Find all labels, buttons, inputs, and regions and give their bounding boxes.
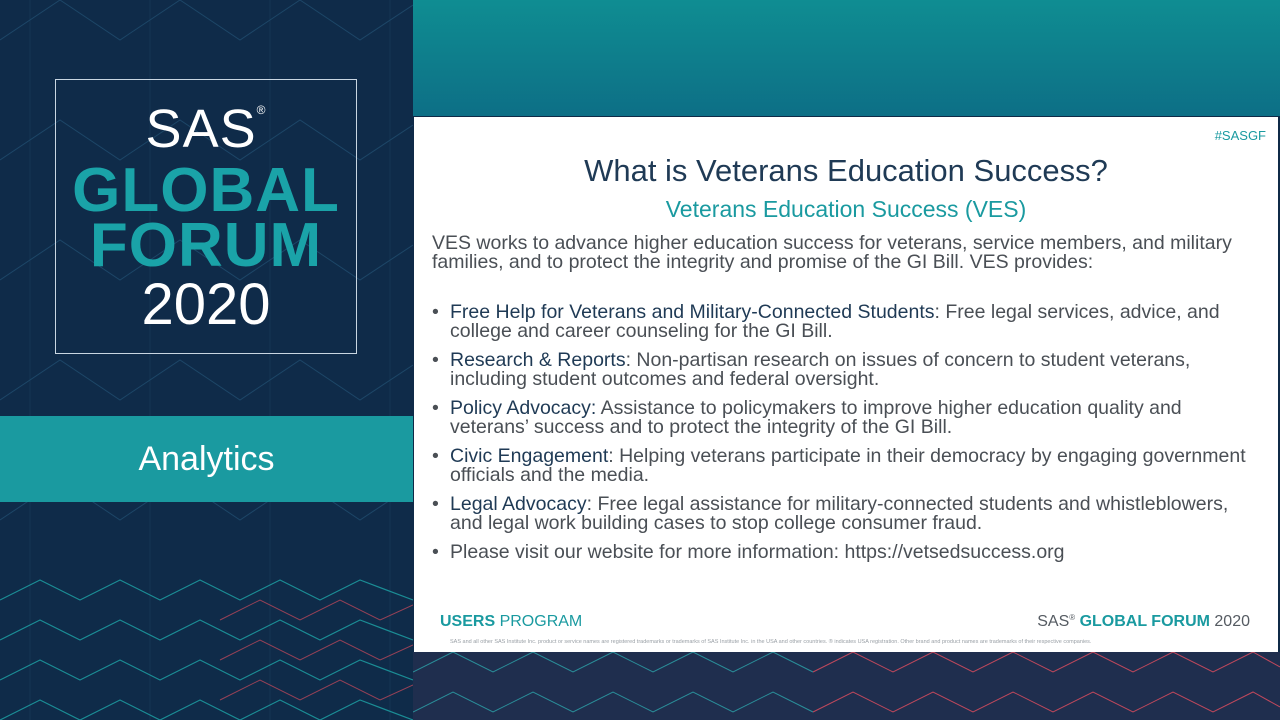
legal-disclaimer: SAS and all other SAS Institute Inc. product or service names are registered trademarks or trademarks of SAS Institute Inc. in the USA and other countries. ® indicates USA registration. Other brand and product names are trademarks of their respective companies.	[450, 639, 1092, 645]
bullet-icon: •	[432, 541, 439, 563]
bullet-term: Free Help for Veterans and Military-Connected Students	[450, 301, 935, 323]
bullet-text: Please visit our website for more information: https://vetsedsuccess.org	[450, 541, 1065, 563]
bullet-icon: •	[432, 493, 439, 515]
users-program-label: USERS PROGRAM	[440, 613, 583, 630]
slide-title: What is Veterans Education Success?	[584, 153, 1108, 188]
logo-global-text: GLOBAL	[72, 156, 340, 225]
bottom-pattern	[413, 652, 1280, 720]
list-item	[432, 351, 1252, 389]
track-label: Analytics	[138, 439, 275, 478]
bullet-term: Policy Advocacy:	[450, 397, 597, 419]
hashtag: #SASGF	[1214, 128, 1266, 143]
bullet-text: : Free legal assistance for military-connected students and whistleblowers, and legal work building cases to stop college consumer fraud.	[450, 493, 1229, 534]
sas-global-forum-logo	[55, 79, 357, 354]
bullet-term: Research & Reports	[450, 349, 626, 371]
list-item	[432, 399, 1252, 437]
logo-forum-text: FORUM	[89, 211, 323, 280]
bullet-text: Assistance to policymakers to improve higher education quality and veterans’ success and to protect the integrity of the GI Bill.	[450, 397, 1182, 438]
bullet-list	[432, 303, 1252, 572]
bullet-text: : Free legal services, advice, and college and career counseling for the GI Bill.	[450, 301, 1220, 342]
slide-subtitle: Veterans Education Success (VES)	[665, 196, 1027, 222]
bullet-text: : Non-partisan research on issues of concern to student veterans, including student outcomes and federal oversight.	[450, 349, 1191, 390]
track-label-band	[0, 416, 413, 502]
intro-paragraph: VES works to advance higher education success for veterans, service members, and military families, and to protect the integrity and promise of the GI Bill. VES provides:	[432, 232, 1232, 273]
bullet-icon: •	[432, 301, 439, 323]
bullet-icon: •	[432, 445, 439, 467]
bullet-text: : Helping veterans participate in their democracy by engaging government officials and the media.	[450, 445, 1246, 486]
bullet-icon: •	[432, 349, 439, 371]
slide-top-band	[413, 0, 1280, 116]
bullet-term: Civic Engagement	[450, 445, 609, 467]
slide-bottom-band	[413, 652, 1280, 720]
left-branding-panel	[0, 0, 413, 720]
presentation-slide	[414, 117, 1278, 652]
logo-year-text: 2020	[141, 272, 271, 337]
list-item	[432, 543, 1252, 562]
list-item	[432, 447, 1252, 485]
list-item	[432, 495, 1252, 533]
footer-brand: SAS® GLOBAL FORUM 2020	[1037, 613, 1250, 630]
list-item	[432, 303, 1252, 341]
bullet-icon: •	[432, 397, 439, 419]
logo-sas-text: SAS®	[145, 99, 267, 159]
bullet-term: Legal Advocacy	[450, 493, 587, 515]
